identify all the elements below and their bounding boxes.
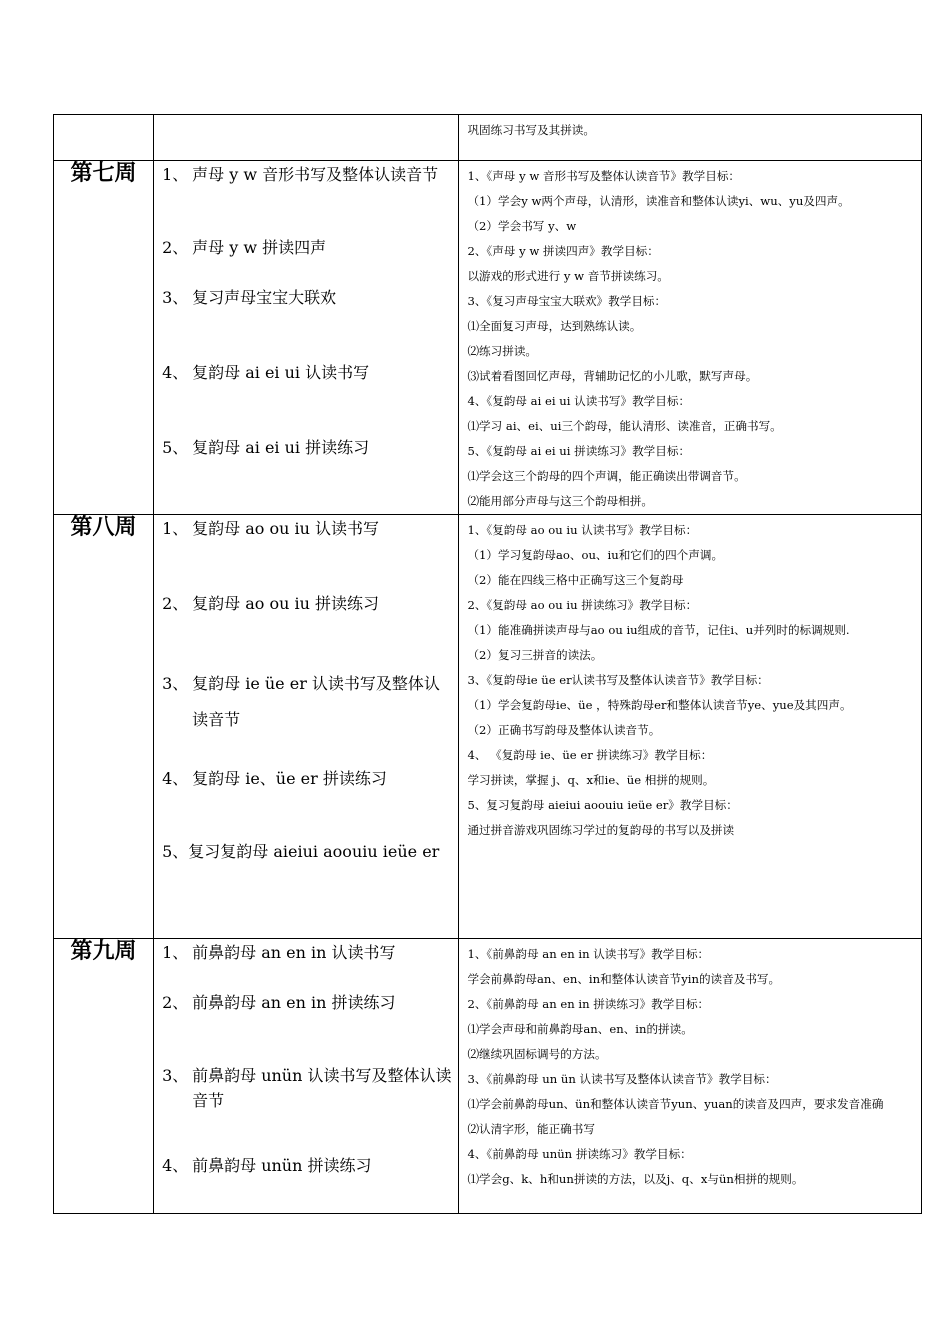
goal-line: ⑵认清字形，能正确书写 (467, 1122, 595, 1136)
goal-line: ⑶试着看图回忆声母，背辅助记忆的小儿歌，默写声母。 (467, 369, 758, 383)
lessons-cell (154, 939, 459, 1214)
goal-line: 4、《前鼻韵母 unün 拼读练习》教学目标： (467, 1147, 692, 1161)
list-item: 2、 前鼻韵母 an en in 拼读练习 (162, 993, 396, 1012)
goal-line: 通过拼音游戏巩固练习学过的复韵母的书写以及拼读 (467, 823, 735, 837)
goal-line: （1）能准确拼读声母与ao ou iu组成的音节，记住i、u并列时的标调规则. (467, 623, 850, 637)
goal-line: 2、《声母 y w 拼读四声》教学目标： (467, 244, 659, 258)
table-row (54, 939, 922, 1214)
goal-line: 3、《前鼻韵母 un ün 认读书写及整体认读音节》教学目标： (467, 1072, 777, 1086)
goal-line: ⑴全面复习声母，达到熟练认读。 (467, 319, 642, 333)
list-item: 5、复习复韵母 aieiui aoouiu ieüe er (162, 842, 440, 861)
goal-line: ⑴学会声母和前鼻韵母an、en、in的拼读。 (467, 1022, 693, 1036)
list-item: 3、 复习声母宝宝大联欢 (162, 288, 337, 307)
goal-line: ⑴学习 ai、ei、ui三个韵母，能认清形、读准音，正确书写。 (467, 419, 782, 433)
list-item: 1、 前鼻韵母 an en in 认读书写 (162, 943, 396, 962)
list-item: 4、 复韵母 ie、üe er 拼读练习 (162, 769, 387, 788)
week-title: 第八周 (54, 515, 154, 939)
goals-cell (459, 939, 922, 1214)
goal-line: 学习拼读，掌握 j、q、x和ie、üe 相拼的规则。 (467, 773, 715, 787)
table-row (54, 161, 922, 515)
list-item: 2、 声母 y w 拼读四声 (162, 238, 327, 257)
goal-line: 学会前鼻韵母an、en、in和整体认读音节yin的读音及书写。 (467, 972, 781, 986)
goal-line: ⑵能用部分声母与这三个韵母相拼。 (467, 494, 653, 508)
goal-line: 5、《复韵母 ai ei ui 拼读练习》教学目标： (467, 444, 691, 458)
goal-line: 4、《复韵母 ai ei ui 认读书写》教学目标： (467, 394, 691, 408)
goal-line: 4、 《复韵母 ie、üe er 拼读练习》教学目标： (467, 748, 713, 762)
list-item: 4、 复韵母 ai ei ui 认读书写 (162, 363, 370, 382)
lesson-plan-table (53, 114, 922, 1214)
goal-line: 5、复习复韵母 aieiui aoouiu ieüe er》教学目标： (467, 798, 738, 812)
goals-cell (459, 515, 922, 939)
goal-line: 1、《复韵母 ao ou iu 认读书写》教学目标： (467, 523, 698, 537)
goal-line: （2）学会书写 y、w (467, 219, 577, 233)
week-title: 第七周 (54, 161, 154, 515)
table-row (54, 515, 922, 939)
goal-line: 1、《前鼻韵母 an en in 认读书写》教学目标： (467, 947, 710, 961)
goal-line: 3、《复韵母ie üe er认读书写及整体认读音节》教学目标： (467, 673, 769, 687)
list-item: 1、 复韵母 ao ou iu 认读书写 (162, 519, 379, 538)
goal-line: ⑴学会前鼻韵母un、ün和整体认读音节yun、yuan的读音及四声，要求发音准确 (467, 1097, 884, 1111)
goal-line: ⑴学会这三个韵母的四个声调，能正确读出带调音节。 (467, 469, 746, 483)
lessons-cell (154, 161, 459, 515)
week-cell (54, 115, 154, 161)
goals-cell (459, 161, 922, 515)
list-item: 2、 复韵母 ao ou iu 拼读练习 (162, 594, 379, 613)
goal-line: ⑵继续巩固标调号的方法。 (467, 1047, 607, 1061)
list-item: 5、 复韵母 ai ei ui 拼读练习 (162, 438, 370, 457)
goal-line: （2）能在四线三格中正确写这三个复韵母 (467, 573, 684, 587)
goal-line: （1）学习复韵母ao、ou、iu和它们的四个声调。 (467, 548, 724, 562)
lessons-cell (154, 515, 459, 939)
goal-line: 2、《复韵母 ao ou iu 拼读练习》教学目标： (467, 598, 698, 612)
goal-line: 2、《前鼻韵母 an en in 拼读练习》教学目标： (467, 997, 710, 1011)
goals-cell (459, 115, 922, 161)
lessons-cell (154, 115, 459, 161)
goal-line: 巩固练习书写及其拼读。 (467, 123, 595, 137)
goal-line: ⑵练习拼读。 (467, 344, 538, 358)
goal-line: （1）学会复韵母ie、üe ，特殊韵母er和整体认读音节ye、yue及其四声。 (467, 698, 852, 712)
goal-line: （1）学会y w两个声母，认清形，读准音和整体认读yi、wu、yu及四声。 (467, 194, 850, 208)
goal-line: 1、《声母 y w 音形书写及整体认读音节》教学目标： (467, 169, 741, 183)
list-item: 1、 声母 y w 音形书写及整体认读音节 (162, 165, 439, 184)
list-item: 4、 前鼻韵母 unün 拼读练习 (162, 1156, 372, 1175)
list-item: 3、 复韵母 ie üe er 认读书写及整体认读音节 (162, 674, 440, 729)
goal-line: （2）正确书写韵母及整体认读音节。 (467, 723, 661, 737)
list-item: 3、 前鼻韵母 unün 认读书写及整体认读音节 (162, 1066, 452, 1110)
goal-line: 以游戏的形式进行 y w 音节拼读练习。 (467, 269, 669, 283)
goal-line: 3、《复习声母宝宝大联欢》教学目标： (467, 294, 667, 308)
goal-line: （2）复习三拼音的读法。 (467, 648, 603, 662)
week-title: 第九周 (54, 939, 154, 1214)
goal-line: ⑴学会g、k、h和un拼读的方法，以及j、q、x与ün相拼的规则。 (467, 1172, 804, 1186)
table-row (54, 115, 922, 161)
